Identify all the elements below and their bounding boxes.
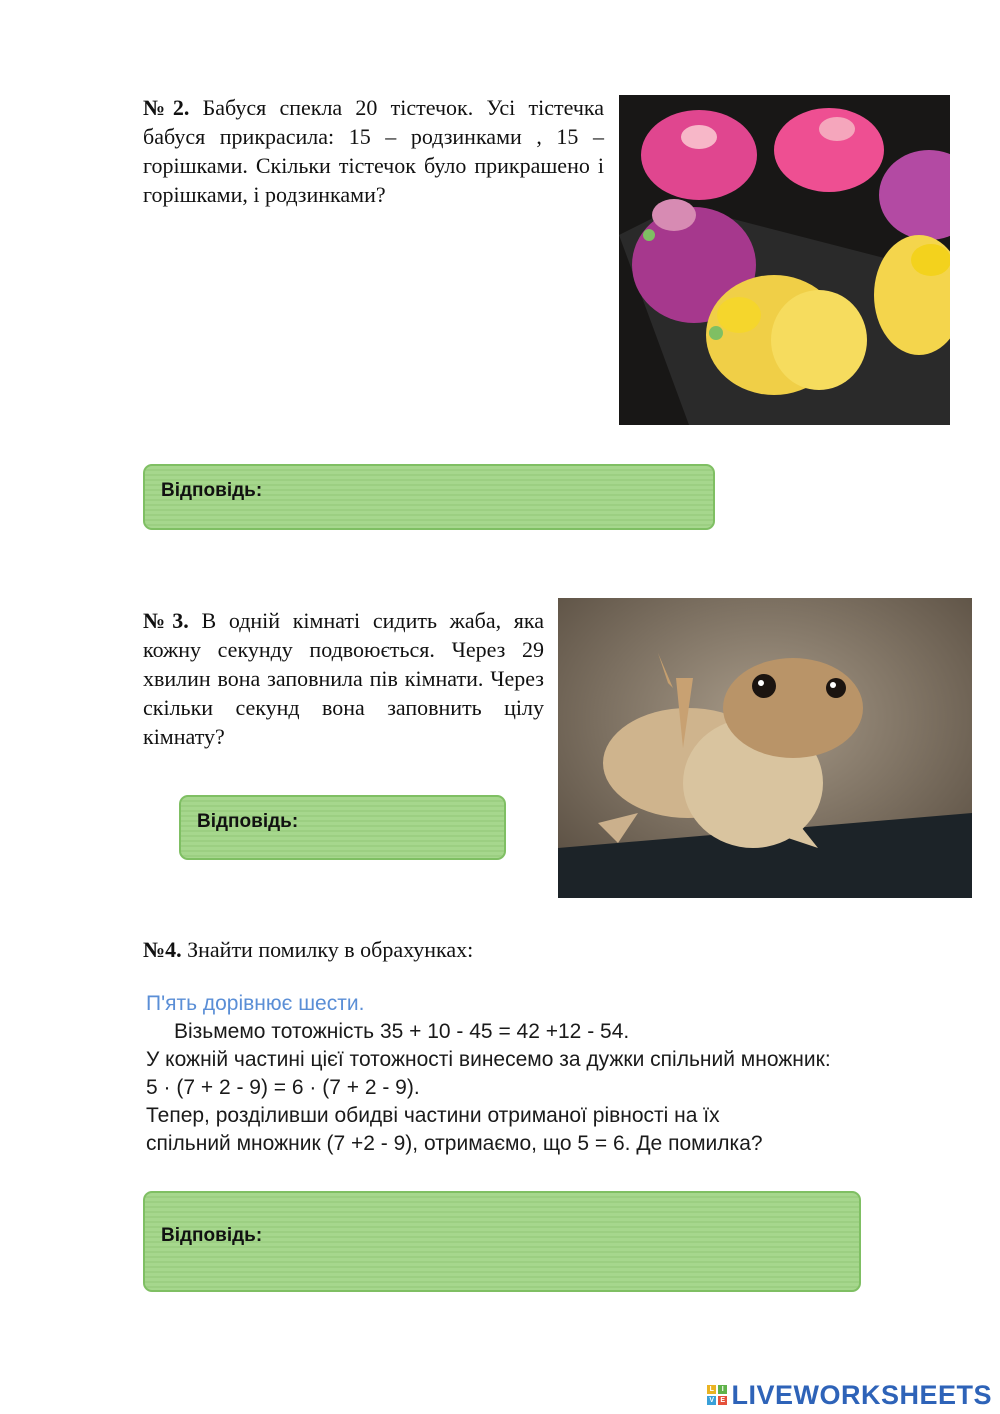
brand-name: LIVEWORKSHEETS	[731, 1379, 992, 1410]
task-2-text	[143, 93, 604, 209]
task-3-number: №3.	[143, 608, 189, 633]
task-4-text	[143, 935, 643, 964]
cakes-photo	[619, 95, 950, 425]
logo-letter: V	[709, 1397, 715, 1404]
calculation-line: 5 · (7 + 2 - 9) = 6 · (7 + 2 - 9).	[146, 1076, 420, 1099]
task-3-question: В одній кімнаті сидить жаба, яка кожну секунду подвоюється. Через 29 хвилин вона заповнила пів кімнати. Через скільки секунд вона заповнить цілу кімнату?	[143, 608, 545, 749]
liveworksheets-brand	[707, 1380, 992, 1410]
answer-box-task-3[interactable]	[179, 795, 506, 860]
logo-letter: E	[720, 1397, 726, 1404]
logo-letter: L	[707, 1385, 716, 1394]
answer-label: Відповідь:	[161, 1225, 263, 1246]
task-2-number: №2.	[143, 95, 190, 120]
task-2-question: Бабуся спекла 20 тістечок. Усі тістечка бабуся прикрасила: 15 – родзинками , 15 – горішками. Скільки тістечок було прикрашено і горішками, і родзинками?	[143, 95, 605, 207]
logo-letter: I	[718, 1385, 727, 1394]
calculation-title: П'ять дорівнює шести.	[146, 992, 365, 1015]
calculation-line: У кожній частині цієї тотожності винесемо за дужки спільний множник:	[146, 1048, 831, 1071]
answer-label: Відповідь:	[161, 480, 263, 501]
answer-label: Відповідь:	[197, 811, 299, 832]
calculation-line: спільний множник (7 +2 - 9), отримаємо, що 5 = 6. Де помилка?	[146, 1132, 763, 1155]
task-4-question: Знайти помилку в обрахунках:	[187, 937, 474, 962]
calculation-line: Візьмемо тотожність 35 + 10 - 45 = 42 +12 - 54.	[174, 1020, 630, 1043]
task-3-text	[143, 606, 544, 751]
frog-photo	[558, 598, 972, 898]
answer-box-task-2[interactable]	[143, 464, 715, 530]
calculation-block	[146, 990, 946, 1158]
task-4-number: №4.	[143, 937, 182, 962]
liveworksheets-logo-icon	[707, 1385, 727, 1405]
calculation-line: Тепер, розділивши обидві частини отриманої рівності на їх	[146, 1104, 720, 1127]
answer-box-task-4[interactable]	[143, 1191, 861, 1292]
